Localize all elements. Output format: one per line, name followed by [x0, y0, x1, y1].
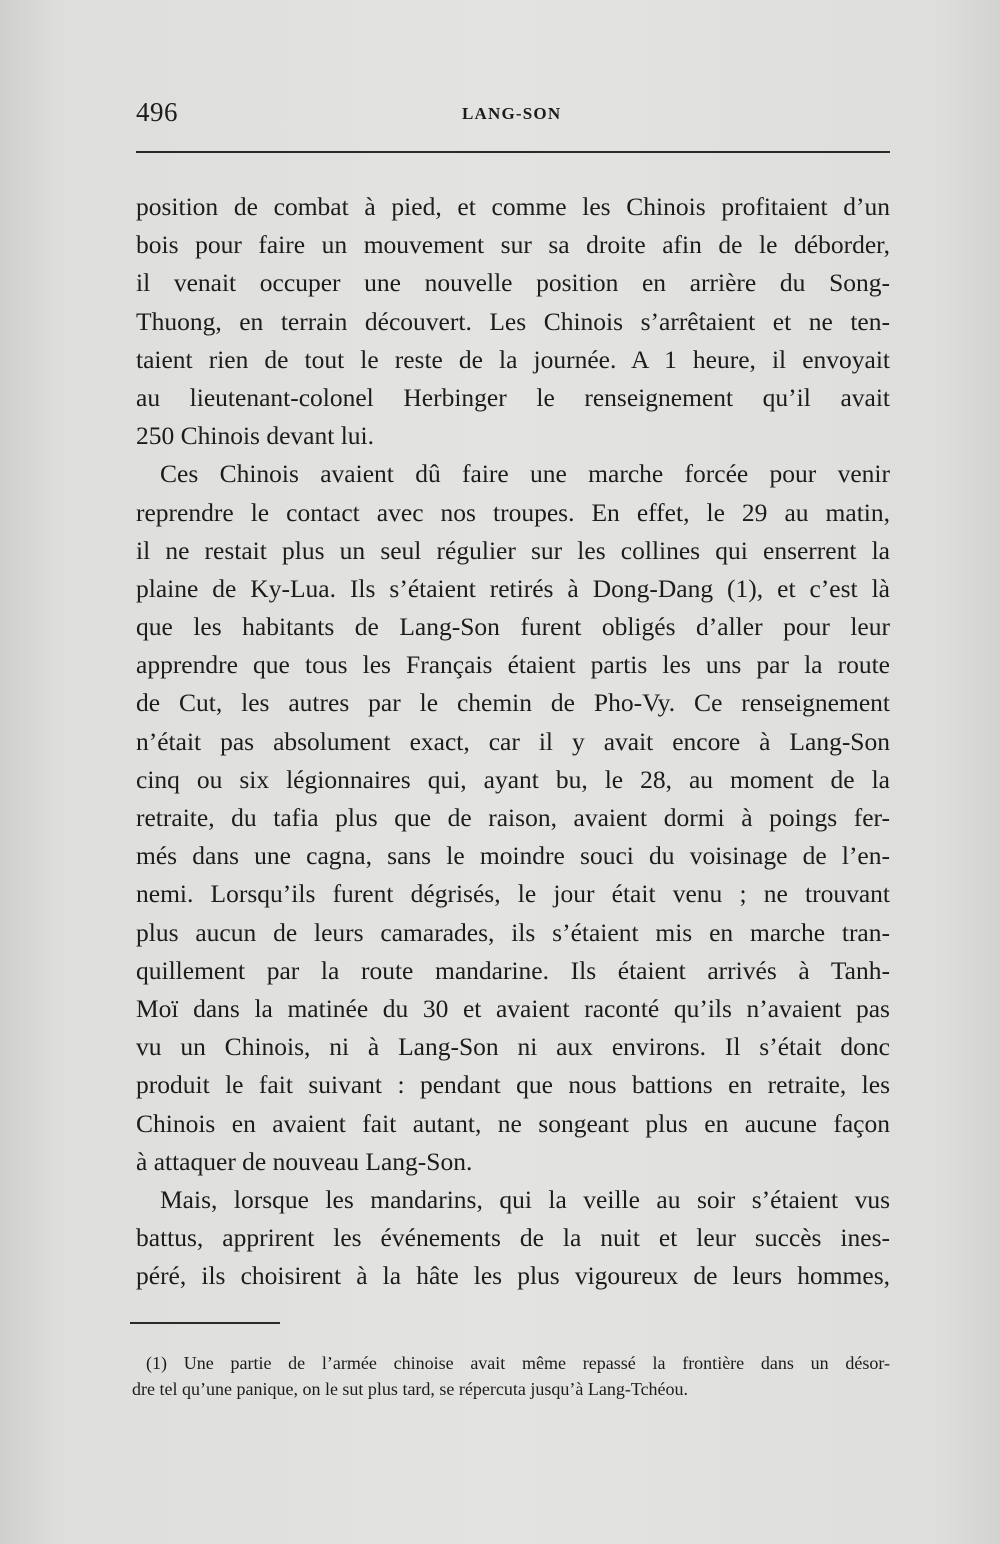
text-line: Mais, lorsque les mandarins, qui la veille au soir s’étaient vus — [160, 1184, 890, 1214]
text-line: Ces Chinois avaient dû faire une marche forcée pour venir — [160, 459, 890, 489]
text-line: quillement par la route mandarine. Ils étaient arrivés à Tanh- — [136, 955, 890, 985]
text-line: il ne restait plus un seul régulier sur les collines qui enserrent la — [136, 535, 890, 565]
text-line: apprendre que tous les Français étaient partis les uns par la route — [136, 650, 890, 680]
text-line: més dans une cagna, sans le moindre souci du voisinage de l’en- — [136, 841, 890, 871]
body-text — [136, 188, 890, 1295]
text-line: battus, apprirent les événements de la nuit et leur succès ines- — [136, 1223, 890, 1253]
footnote-rule — [130, 1322, 280, 1324]
text-line: taient rien de tout le reste de la journée. A 1 heure, il envoyait — [136, 344, 890, 374]
text-line: vu un Chinois, ni à Lang-Son ni aux environs. Il s’était donc — [136, 1032, 890, 1062]
text-line: produit le fait suivant : pendant que nous battions en retraite, les — [136, 1070, 890, 1100]
header-rule — [136, 151, 890, 153]
text-line: de Cut, les autres par le chemin de Pho-Vy. Ce renseignement — [136, 688, 890, 718]
text-line: nemi. Lorsqu’ils furent dégrisés, le jour était venu ; ne trouvant — [136, 879, 890, 909]
text-line: Thuong, en terrain découvert. Les Chinois s’arrêtaient et ne ten- — [136, 306, 890, 336]
footnote — [132, 1350, 890, 1402]
page-number: 496 — [136, 97, 178, 127]
text-line: il venait occuper une nouvelle position en arrière du Song- — [136, 268, 890, 298]
footnote-line: (1) Une partie de l’armée chinoise avait même repassé la frontière dans un désor- — [146, 1353, 890, 1373]
text-line: au lieutenant-colonel Herbinger le renseignement qu’il avait — [136, 382, 890, 412]
page-header — [136, 96, 890, 136]
text-line: bois pour faire un mouvement sur sa droite afin de le déborder, — [136, 230, 890, 260]
text-line: à attaquer de nouveau Lang-Son. — [136, 1146, 473, 1176]
text-line: n’était pas absolument exact, car il y avait encore à Lang-Son — [136, 726, 890, 756]
footnote-line: dre tel qu’une panique, on le sut plus tard, se répercuta jusqu’à Lang-Tchéou. — [132, 1379, 689, 1399]
text-line: que les habitants de Lang-Son furent obligés d’aller pour leur — [136, 612, 890, 642]
text-line: 250 Chinois devant lui. — [136, 421, 374, 451]
text-line: Chinois en avaient fait autant, ne songeant plus en aucune façon — [136, 1108, 890, 1138]
text-line: péré, ils choisirent à la hâte les plus vigoureux de leurs hommes, — [136, 1261, 890, 1291]
text-line: position de combat à pied, et comme les Chinois profitaient d’un — [136, 192, 890, 221]
text-line: reprendre le contact avec nos troupes. En effet, le 29 au matin, — [136, 497, 890, 527]
text-line: retraite, du tafia plus que de raison, avaient dormi à poings fer- — [136, 803, 890, 832]
running-title: LANG-SON — [462, 104, 562, 123]
text-line: cinq ou six légionnaires qui, ayant bu, le 28, au moment de la — [136, 764, 890, 794]
text-line: plus aucun de leurs camarades, ils s’étaient mis en marche tran- — [136, 917, 890, 947]
text-line: Moï dans la matinée du 30 et avaient raconté qu’ils n’avaient pas — [136, 993, 890, 1023]
text-line: plaine de Ky-Lua. Ils s’étaient retirés à Dong-Dang (1), et c’est là — [136, 573, 890, 603]
